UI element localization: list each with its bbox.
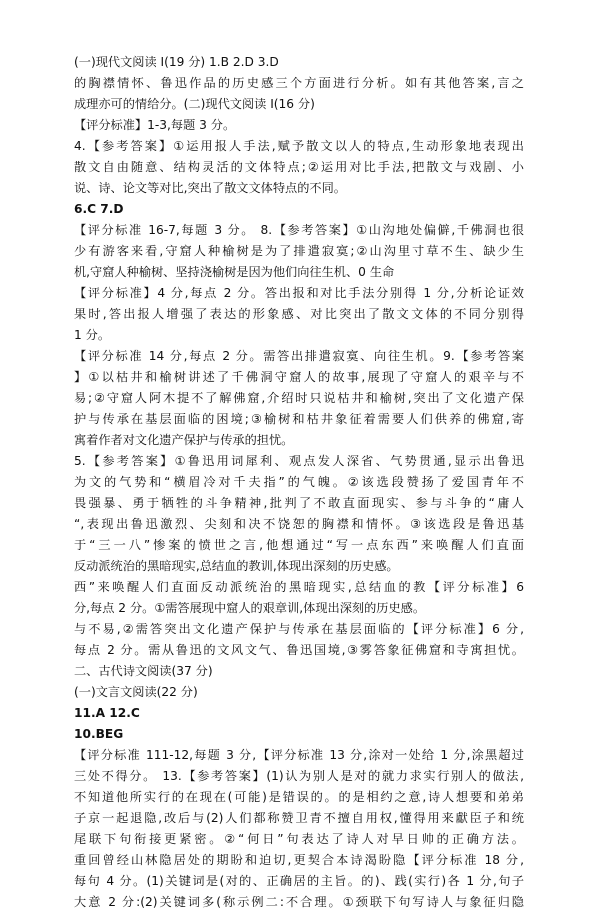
text-line: 为文的气势和“横眉冷对千夫指”的气魄。②该选段赞扬了爱国青年不 xyxy=(74,475,524,489)
text-line: 】①以枯井和榆树讲述了千佛洞守窟人的故事,展现了守窟人的艰辛与不 xyxy=(74,370,524,384)
text-line: 【评分标准】4 分,每点 2 分。答出报和对比手法分别得 1 分,分析论证效 xyxy=(74,286,524,300)
text-line: 子京一起退隐,改后与(2)人们都称赞卫青不擅自用权,懂得用来獻臣子和统 xyxy=(74,811,524,825)
text-line: 5.【参考答案】①鲁迅用词犀利、观点发人深省、气势贯通,显示出鲁迅 xyxy=(74,454,524,468)
text-line: (一)文言文阅读(22 分) xyxy=(74,685,198,699)
text-line: 果时,答出报人增强了表达的形象感、对比突出了散文文体的不同分别得 xyxy=(74,307,524,321)
text-line: 二、古代诗文阅读(37 分) xyxy=(74,664,213,678)
text-line: 三处不得分。 13.【参考答案】(1)认为别人是对的就力求实行别人的做法, xyxy=(74,769,524,783)
text-line: 6.C 7.D xyxy=(74,202,124,216)
text-line: 10.BEG xyxy=(74,727,124,741)
text-line: 4.【参考答案】①运用报人手法,赋予散文以人的特点,生动形象地表现出 xyxy=(74,139,524,153)
text-line: 每点 2 分。需从鲁迅的文风文气、鲁迅国境,③雾答象征佛窟和寺寓担忧。 xyxy=(74,643,524,657)
text-line: 于“三一八”惨案的愤世之言,他想通过“写一点东西”来唤醒人们直面 xyxy=(74,538,524,552)
text-line: 与不易,②需答突出文化遗产保护与传承在基层面临的【评分标准】6 分, xyxy=(74,622,524,636)
text-line: 11.A 12.C xyxy=(74,706,140,720)
text-line: 说、诗、论文等对比,突出了散文文体特点的不同。 xyxy=(74,181,346,195)
text-line: 护与传承在基层面临的困境;③榆树和枯井象征着需要人们供养的佛窟,寄 xyxy=(74,412,524,426)
text-line: 成理亦可的情给分。(二)现代文阅读 I(16 分) xyxy=(74,97,315,111)
text-line: 【评分标准 16-7,每题 3 分。 8.【参考答案】①山沟地处偏僻,千佛洞也很 xyxy=(74,223,524,237)
text-line: 分,每点 2 分。①需答展现中窟人的艰章训,体现出深刻的历史感。 xyxy=(74,601,426,615)
text-line: 【评分标准】1-3,每题 3 分。 xyxy=(74,118,236,132)
text-line: (一)现代文阅读 I(19 分) 1.B 2.D 3.D xyxy=(74,55,279,69)
text-line: 重回曾经山林隐居处的期盼和迫切,更契合本诗渴盼隐【评分标准 18 分, xyxy=(74,853,524,867)
text-line: 西”来唤醒人们直面反动派统治的黑暗现实,总结血的教【评分标准】6 xyxy=(74,580,524,594)
text-line: 大意 2 分:(2)关键词多(称示例二:不合理。①颈联下句写诗人与象征归隐 xyxy=(74,895,524,909)
text-line: 易;②守窟人阿木提不了解佛窟,介绍时只说枯井和榆树,突出了文化遗产保 xyxy=(74,391,524,405)
answer-key-text xyxy=(74,52,524,913)
text-line: 【评分标准 111-12,每题 3 分,【评分标准 13 分,涂对一处给 1 分,涂黑超过 xyxy=(74,748,524,762)
text-line: 少有游客来看,守窟人种榆树是为了排遣寂寞;②山沟里寸草不生、缺少生 xyxy=(74,244,524,258)
text-line: 的胸襟情怀、鲁迅作品的历史感三个方面进行分析。如有其他答案,言之 xyxy=(74,76,524,90)
text-line: 畏强暴、勇于牺牲的斗争精神,批判了不敢直面现实、参与斗争的“庸人 xyxy=(74,496,524,510)
text-line: 【评分标准 14 分,每点 2 分。需答出排遣寂寞、向往生机。9.【参考答案 xyxy=(74,349,524,363)
text-line: 散文自由随意、结构灵活的文体特点;②运用对比手法,把散文与戏剧、小 xyxy=(74,160,524,174)
text-line: 尾联下句衔接更紧密。②“何日”句表达了诗人对早日帅的正确方法。 xyxy=(74,832,524,846)
text-line: 1 分。 xyxy=(74,328,111,342)
text-line: 寓着作者对文化遗产保护与传承的担忧。 xyxy=(74,433,294,447)
text-line: 不知道他所实行的在现在(可能)是错误的。的是相约之意,诗人想要和弟弟 xyxy=(74,790,524,804)
text-line: 反动派统治的黑暗现实,总结血的教训,体现出深刻的历史感。 xyxy=(74,559,399,573)
text-line: “,表现出鲁迅激烈、尖刻和决不饶恕的胸襟和情怀。③该选段是鲁迅基 xyxy=(74,517,524,531)
text-line: 机,守窟人种榆树、坚持浇榆树是因为他们向往生机、0 生命 xyxy=(74,265,395,279)
text-line: 每句 4 分。(1)关键词是(对的、正确居的主旨。的)、践(实行)各 1 分,句子 xyxy=(74,874,524,888)
